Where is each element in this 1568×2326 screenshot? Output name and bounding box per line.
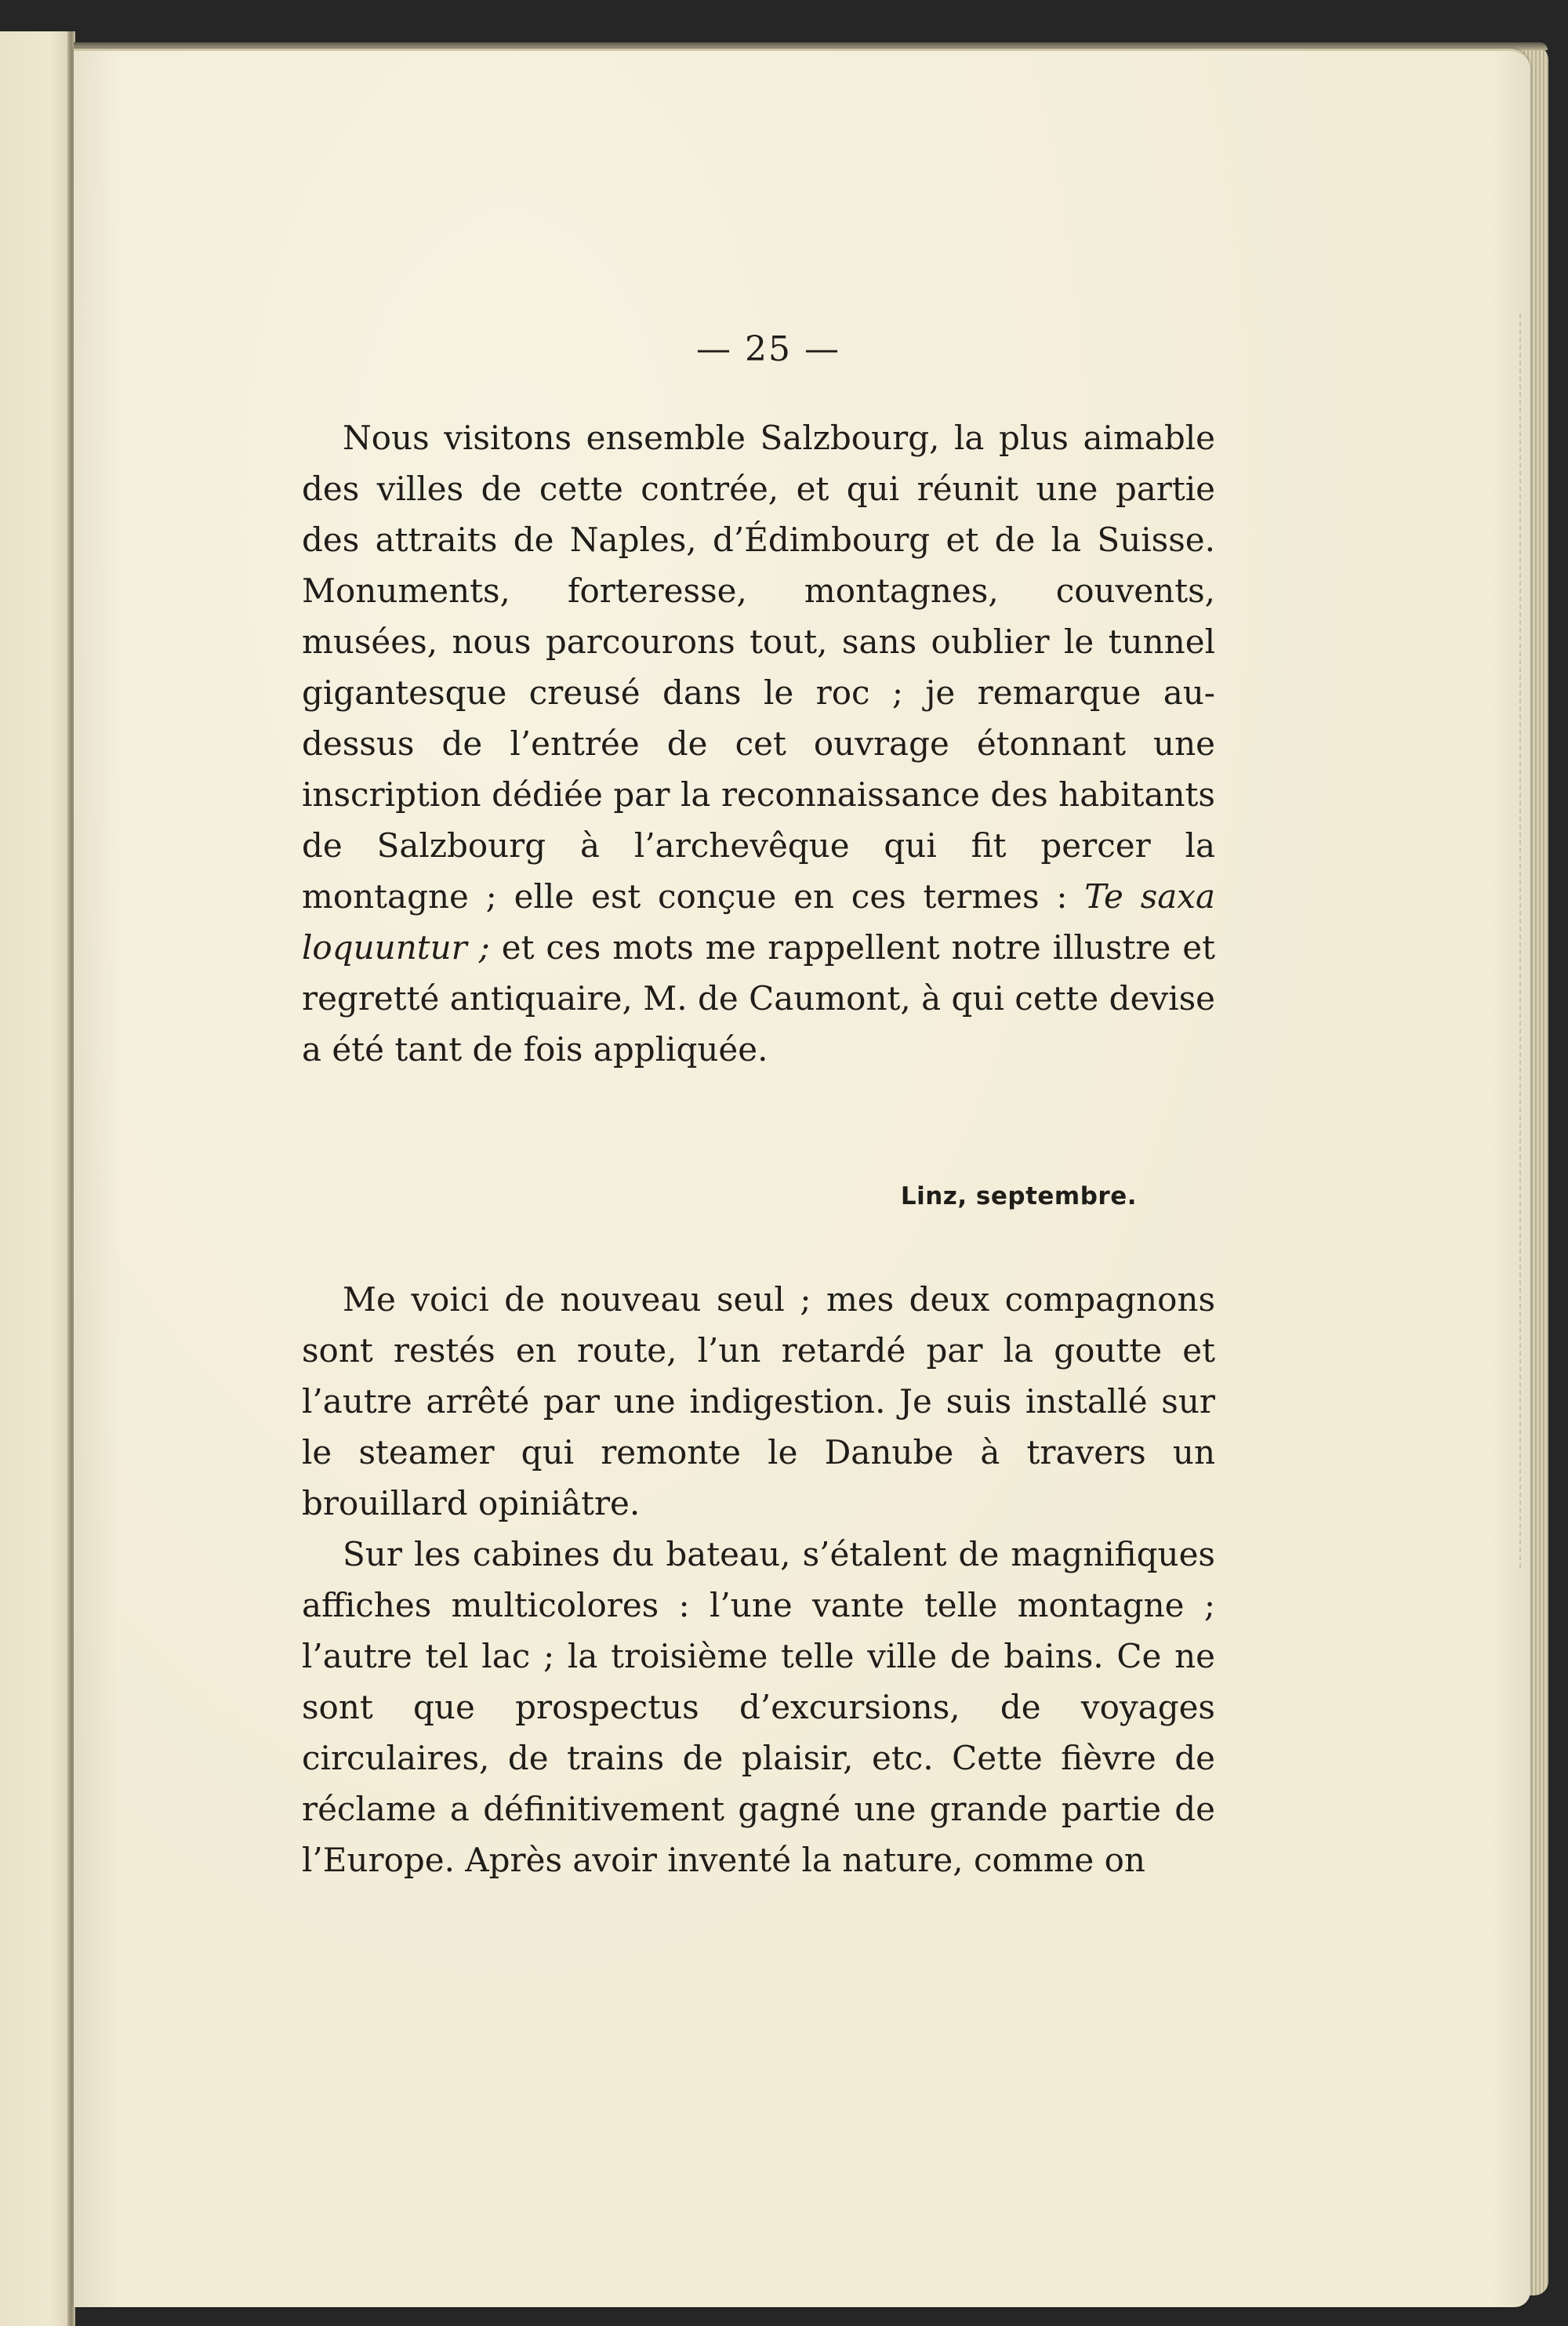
page-number: — 25 — [696, 329, 840, 369]
paragraph-steamer: Me voici de nouveau seul ; mes deux compagnons sont restés en route, l’un retardé par la goutte et l’autre arrêté par une indigestion. Je suis installé sur le steamer qui remonte le Danube à travers un brouillard opiniâtre. [302, 1280, 1215, 1522]
page-edge-marks [1519, 314, 1526, 1568]
paragraph-salzbourg [302, 412, 1215, 1075]
paragraph-salzbourg-end: et ces mots me rappellent notre illustre et regretté antiquaire, M. de Caumont, à qui cette devise a été tant de fois appliquée. [302, 928, 1215, 1069]
book-page [74, 49, 1530, 2307]
left-facing-page [0, 31, 72, 2326]
paragraph-affiches: Sur les cabines du bateau, s’étalent de magnifiques affiches multicolores : l’une vante telle montagne ; l’autre tel lac ; la troisième telle ville de bains. Ce ne sont que prospectus d’excursions, de voyages circulaires, de trains de plaisir, etc. Cette fièvre de réclame a définitivement gagné une grande partie de l’Europe. Après avoir inventé la nature, comme on [302, 1535, 1215, 1879]
paragraph-salzbourg-text: Nous visitons ensemble Salzbourg, la plus aimable des villes de cette contrée, et qui réunit une partie des attraits de Naples, d’Édimbourg et de la Suisse. Monuments, forteresse, montagnes, couvents, musées, nous parcourons tout, sans oublier le tunnel gigantesque creusé dans le roc ; je remarque au-dessus de l’entrée de cet ouvrage étonnant une inscription dédiée par la reconnaissance des habitants de Salzbourg à l’archevêque qui fit percer la montagne ; elle est conçue en ces termes : [302, 419, 1215, 916]
dateline: Linz, septembre. [900, 1182, 1137, 1210]
latin-inscription: Te saxa loquuntur ; [302, 877, 1216, 967]
